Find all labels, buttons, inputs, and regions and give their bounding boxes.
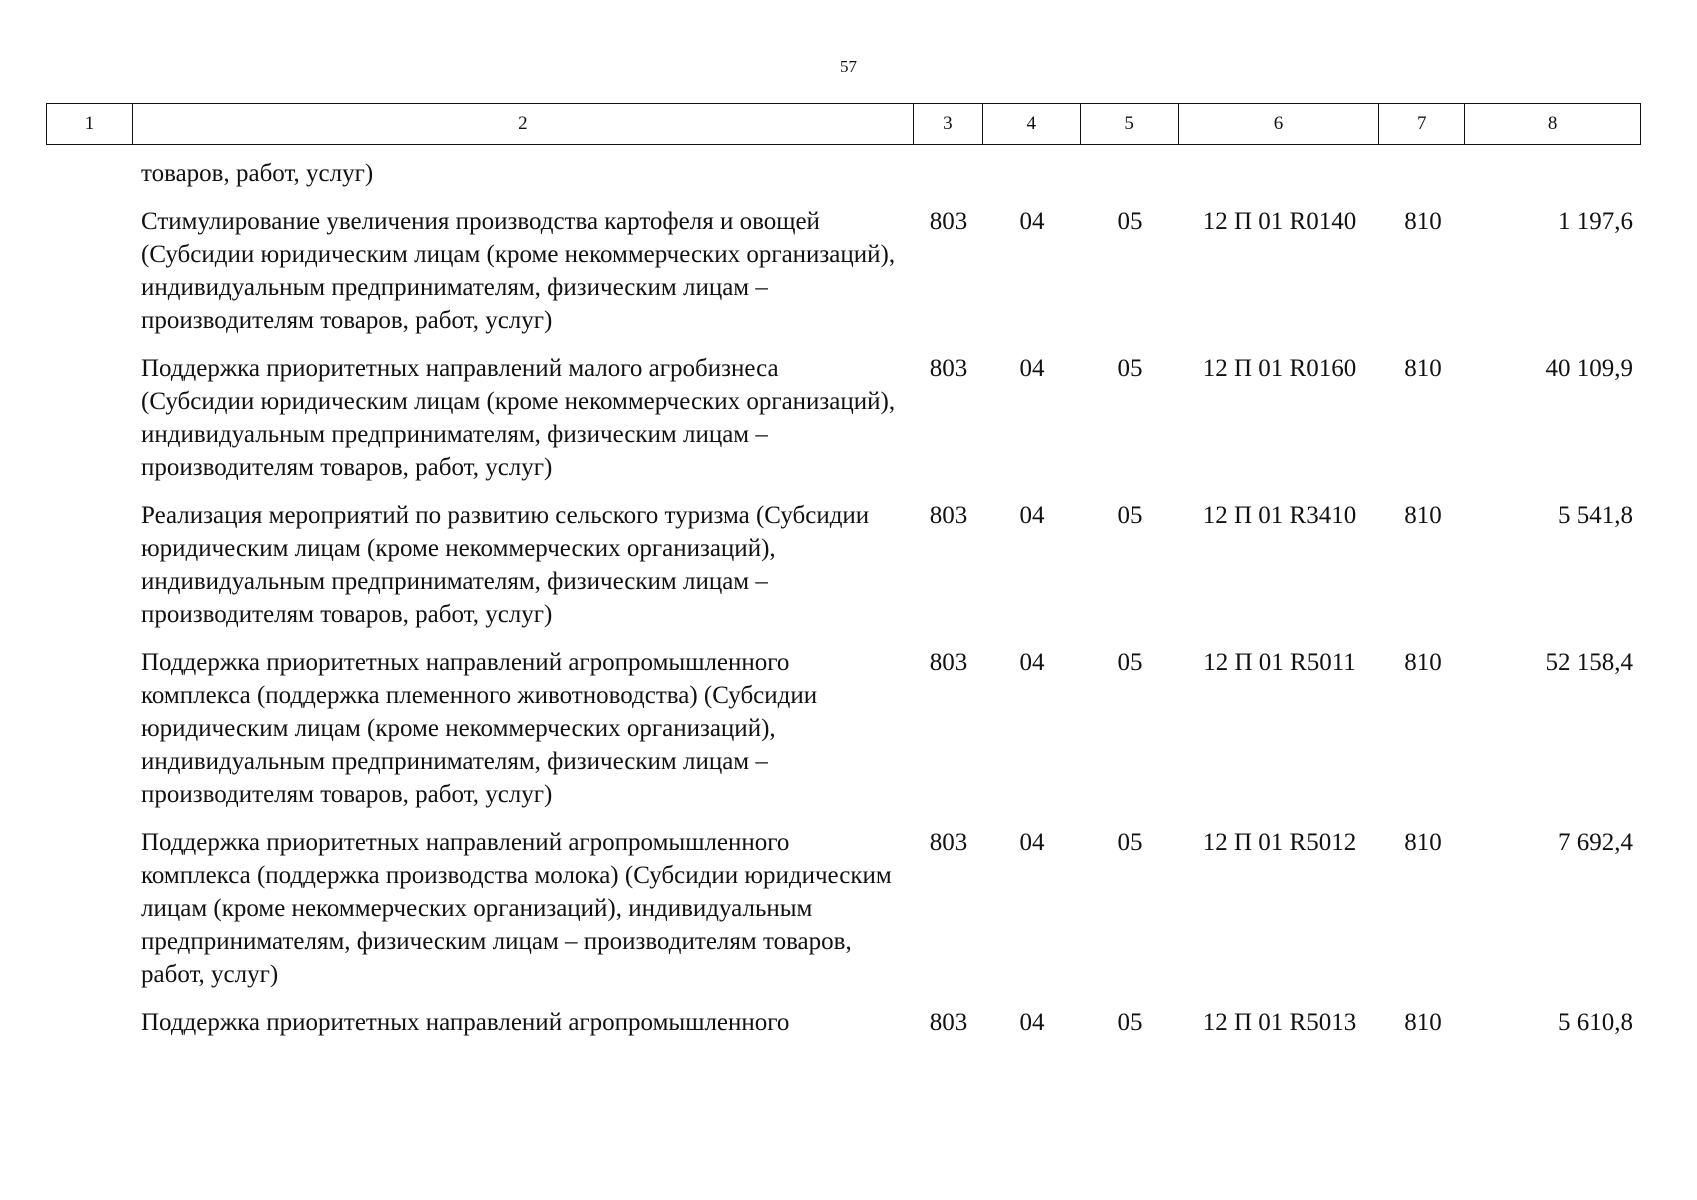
cell-description: товаров, работ, услуг): [141, 160, 374, 187]
cell-target-article: 12 П 01 R5013: [1202, 1009, 1357, 1036]
table-row: [46, 646, 1641, 811]
cell-col-1: [46, 157, 132, 190]
cell-expense-type: 810: [1404, 208, 1442, 235]
cell-section: 04: [1019, 1009, 1045, 1036]
header-col-7: 7: [1379, 104, 1465, 144]
cell-ministry-code: 803: [929, 355, 968, 382]
cell-section: 04: [1019, 208, 1045, 235]
cell-col-1: [46, 826, 132, 991]
cell-amount: 5 610,8: [1558, 1009, 1633, 1036]
cell-col-1: [46, 352, 132, 484]
cell-target-article: 12 П 01 R3410: [1202, 502, 1357, 529]
cell-expense-type: 810: [1404, 649, 1442, 676]
cell-section: 04: [1019, 502, 1045, 529]
cell-col-1: [46, 1006, 132, 1039]
cell-target-article: 12 П 01 R5011: [1203, 649, 1356, 676]
cell-amount: 52 158,4: [1545, 649, 1633, 676]
cell-section: 04: [1019, 829, 1045, 856]
cell-subsection: 05: [1117, 208, 1143, 235]
cell-col-1: [46, 646, 132, 811]
cell-col-1: [46, 499, 132, 631]
cell-description: Реализация мероприятий по развитию сельского туризма (Субсидии юридическим лицам (кроме некоммерческих организаций), индивидуальным предпринимателям, физическим лицам – производителям товаров, работ, услуг): [141, 502, 870, 628]
table-row: [46, 1006, 1641, 1039]
cell-expense-type: 810: [1404, 829, 1442, 856]
cell-ministry-code: 803: [929, 829, 968, 856]
table-row: [46, 499, 1641, 631]
header-col-1: 1: [47, 104, 133, 144]
page-number: 57: [840, 57, 857, 76]
cell-subsection: 05: [1117, 355, 1143, 382]
cell-expense-type: 810: [1404, 355, 1442, 382]
table-row: [46, 826, 1641, 991]
cell-amount: 40 109,9: [1545, 355, 1633, 382]
cell-subsection: 05: [1117, 829, 1143, 856]
cell-subsection: 05: [1117, 502, 1143, 529]
table-row: [46, 352, 1641, 484]
cell-description: Поддержка приоритетных направлений малого агробизнеса (Субсидии юридическим лицам (кроме некоммерческих организаций), индивидуальным предпринимателям, физическим лицам – производителям товаров, работ, услуг): [141, 355, 896, 481]
header-col-5: 5: [1081, 104, 1179, 144]
cell-subsection: 05: [1117, 1009, 1143, 1036]
header-col-6: 6: [1179, 104, 1380, 144]
table-header: [46, 103, 1641, 145]
cell-section: 04: [1019, 649, 1045, 676]
table-body: [46, 157, 1641, 1039]
cell-amount: 7 692,4: [1558, 829, 1633, 856]
header-col-8: 8: [1547, 113, 1558, 134]
cell-target-article: 12 П 01 R0160: [1202, 355, 1357, 382]
header-col-4: 4: [983, 104, 1081, 144]
cell-ministry-code: 803: [929, 208, 968, 235]
continuation-row: [46, 157, 1641, 190]
cell-col-1: [46, 205, 132, 337]
cell-amount: 5 541,8: [1558, 502, 1633, 529]
cell-description: Поддержка приоритетных направлений агропромышленного комплекса (поддержка племенного животноводства) (Субсидии юридическим лицам (кроме некоммерческих организаций), индивидуальным предпринимателям, физическим лицам – производителям товаров, работ, услуг): [141, 649, 818, 808]
cell-target-article: 12 П 01 R0140: [1202, 208, 1357, 235]
cell-description: Стимулирование увеличения производства картофеля и овощей (Субсидии юридическим лицам (кроме некоммерческих организаций), индивидуальным предпринимателям, физическим лицам – производителям товаров, работ, услуг): [141, 208, 896, 334]
cell-ministry-code: 803: [929, 649, 968, 676]
header-col-2: 2: [133, 104, 914, 144]
cell-ministry-code: 803: [929, 1009, 968, 1036]
cell-subsection: 05: [1117, 649, 1143, 676]
cell-description: Поддержка приоритетных направлений агропромышленного: [141, 1009, 790, 1036]
cell-amount: 1 197,6: [1558, 208, 1633, 235]
cell-description: Поддержка приоритетных направлений агропромышленного комплекса (поддержка производства молока) (Субсидии юридическим лицам (кроме некоммерческих организаций), индивидуальным предпринимателям, физическим лицам – производителям товаров, работ, услуг): [141, 829, 892, 988]
header-col-3: 3: [914, 104, 983, 144]
table-row: [46, 205, 1641, 337]
cell-section: 04: [1019, 355, 1045, 382]
cell-expense-type: 810: [1404, 1009, 1442, 1036]
cell-expense-type: 810: [1404, 502, 1442, 529]
cell-target-article: 12 П 01 R5012: [1202, 829, 1357, 856]
cell-ministry-code: 803: [929, 502, 968, 529]
